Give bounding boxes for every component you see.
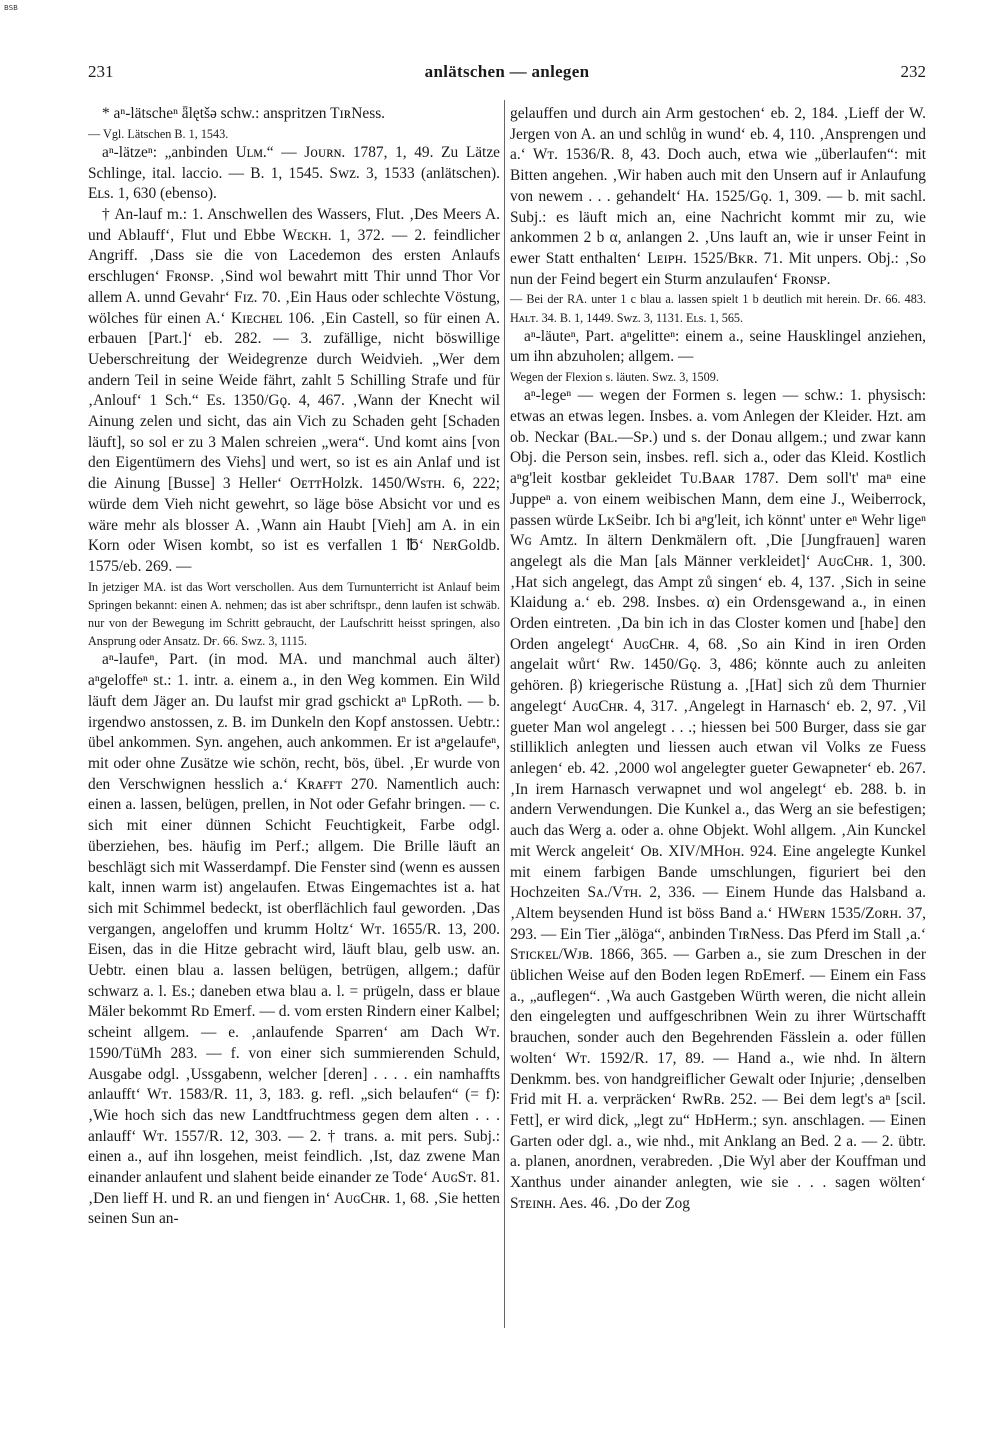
page-header (88, 62, 926, 86)
entry-anlaufen: aⁿ-laufeⁿ, Part. (in mod. MA. und manchmal auch älter) aⁿgeloffeⁿ st.: 1. intr. a. einem a., in den Weg kommen. Ein Wild läuft dem Jäger an. Du laufst mir grad gschickt aⁿ LpRoth. — b. irgendwo anstossen, z. B. im Dunkeln den Kopf anstossen. Uebtr.: übel ankommen. Syn. angehen, auch ankommen. Er ist aⁿgelaufeⁿ, mit oder ohne Zusätze wie schön, recht, bös, übel. ‚Er wurde von den Verschwignen hesslich a.‘ Kʀᴀғғᴛ 270. Namentlich auch: einen a. lassen, belügen, prellen, in Not oder Gefahr bringen. — c. sich mit einer dünnen Schicht Feuchtigkeit, Farbe odgl. überziehen, bes. häufig im Perf.; allgem. Die Brille läuft an beschlägt sich mit Wasserdampf. Die Fenster sind (wenn es aussen kalt, innen warm ist) angelaufen. Etwas Eingemachtes ist a. hat sich mit Schimmel bedeckt, ist oberflächlich faul geworden. ‚Das vergangen, angeloffen und krumm Holtz‘ Wᴛ. 1655/R. 13, 200. Eisen, das in die Hitze gebracht wird, läuft blau, gelb usw. an. Uebtr. einen blau a. lassen belügen, betrügen, allgem.; dafür schwarz a. l. Es.; daneben etwa blau a. l. = prügeln, dass er blaue Mäler bekommt Rᴅ Emerf. — d. vom ersten Rindern einer Kalbel; scheint allgem. — e. ‚anlaufende Sparren‘ am Dach Wᴛ. 1590/TüMh 283. — f. von einer sich summierenden Schuld, Ausgabe odgl. ‚Ussgabenn, welcher [deren] . . . . ein namhaffts anlaufft‘ Wᴛ. 1583/R. 11, 3, 183. g. refl. „sich belaufen“ (= f): ‚Wie hoch sich das new Landtfruchtmess gegen dem alten . . . anlauff‘ Wᴛ. 1557/R. 12, 303. — 2. † trans. a. mit pers. Subj.: einen a., auf ihn losgehen, meist feindlich. ‚Ist, daz zwene Man einander anlaufent und slahent beide einander ze Tode‘ AᴜɢSᴛ. 81. ‚Den lieff H. und R. an und fiengen in‘ AᴜɢCʜʀ. 1, 68. ‚Sie hetten seinen Sun an- (88, 651, 500, 1228)
entry-anlaufen-continued: gelauffen und durch ain Arm gestochen‘ eb. 2, 184. ‚Lieff der W. Jergen von A. an und schlůg in wund‘ eb. 4, 110. ‚Ansprengen und a.‘ Wᴛ. 1536/R. 8, 43. Doch auch, etwa wie „überlaufen“: mit Bitten angehen. ‚Wir haben auch mit den Unsern auf ir Anlaufung von newem . . . gehandelt‘ Hᴀ. 1525/Gǫ. 1, 309. — b. mit sachl. Subj.: es läuft mich an, eine Nachricht kommt mir zu, wie ankommen 2 b α, anlangen 2. ‚Uns lauft an, wie ir unser Feint in ewer Statt enthalten‘ Lᴇɪᴘʜ. 1525/Bᴋʀ. 71. Mit unpers. Obj.: ‚So nun der Feind begert ein Sturm anzulaufen‘ Fʀᴏɴsᴘ. (510, 105, 926, 288)
entry-anlaetschen: * aⁿ-lätscheⁿ ǟlętšə schw.: anspritzen TɪʀNess. (102, 105, 386, 122)
entry-anlegen: aⁿ-legeⁿ — wegen der Formen s. legen — schw.: 1. physisch: etwas an etwas legen. Insbes. a. vom Anlegen der Kleider. Hzt. am ob. Neckar (Bᴀʟ.—Sᴘ.) und s. der Donau allgem.; und zwar kann Obj. die Person sein, insbes. refl. sich a., oder das Kleid. Kostlich aⁿg'leit kostbar gekleidet Tᴜ.Bᴀᴀʀ 1787. Dem soll't' maⁿ eine Juppeⁿ a. von einem weibischen Mann, dem eine J., Weiberrock, passen würde LᴋSeibr. Ich bi aⁿg'leit, ich könnt' unter eⁿ Wehr ligeⁿ Wɢ Amtz. In ältern Denkmälern oft. ‚Die [Jungfrauen] waren angelegt als die Man [als Männer verkleidet]‘ AᴜɢCʜʀ. 1, 300. ‚Hat sich angelegt, das Ampt zů singen‘ eb. 4, 137. ‚Sich in seine Klaidung a.‘ eb. 298. Insbes. α) ein Ordensgewand a., in einen Orden eintreten. ‚Da bin ich in das Closter komen und [habe] den Orden angelegt‘ AᴜɢCʜʀ. 4, 68. ‚So ain Kind in iren Orden angelait wůrt‘ Rᴡ. 1450/Gǫ. 3, 486; könnte auch zu anleiten gehören. β) kriegerische Rüstung a. ‚[Hat] sich zů dem Thurnier angelegt‘ AᴜɢCʜʀ. 4, 317. ‚Angelegt in Harnasch‘ eb. 2, 97. ‚Vil gueter Man wol angelegt . . .; hiessen bei 500 Burger, dass sie gar stilliklich anlegten und liessen auch etwan vil Volks ze Fuess anlegen‘ eb. 42. ‚2000 wol angelegter gueter Gewapneter‘ eb. 267. ‚In irem Harnasch verwapnet und wol angelegt‘ eb. 288. b. in andern Verwendungen. Die Kunkel a., das Werg an sie befestigen; auch das Werg a. oder a. ohne Objekt. Wohl allgem. ‚Ain Kunckel mit Werck angeleit‘ Oʙ. XIV/MHᴏʜ. 924. Eine angelegte Kunkel mit einem farbigen Bande umschlungen, figuriert bei den Hochzeiten Sᴀ./Vᴛʜ. 2, 336. — Einem Hunde das Halsband a. ‚Altem beysenden Hund ist böss Band a.‘ HWᴇʀɴ 1535/Zᴏʀʜ. 37, 293. — Ein Tier „älöga“, anbinden TɪʀNess. Das Pferd im Stall ‚a.‘ Sᴛɪᴄᴋᴇʟ/Wᴊʙ. 1866, 365. — Garben a., sie zum Dreschen in der üblichen Weise auf den Boden legen RᴅEmerf. — Einem ein Fass a., „auflegen“. ‚Wa auch Gastgeben Würth weren, die nicht allein den eingelegten und auffgeschribnen Wein zu ihrer Würtschafft brauchen, sonder auch den Begehrenden Fässlein a. oder füllen wolten‘ Wᴛ. 1592/R. 17, 89. — Hand a., wie nhd. In ältern Denkmm. bes. von handgreiflicher Gewalt oder Injurie; ‚denselben Frid mit H. a. verpräcken‘ RᴡRʙ. 252. — Bei dem legt's aⁿ [scil. Fett], er wird dick, „legt zu“ HᴅHerm.; syn. anschlagen. — Einen Garten oder dgl. a., wie nhd., mit Anklang an Bed. 2 a. — 2. übtr. a. planen, anordnen, verabreden. ‚Die Wyl aber der Kouffman und Xanthus under ainander anlegten, wie sie . . . sagen wölten‘ Sᴛᴇɪɴʜ. Aes. 46. ‚Do der Zog (510, 387, 926, 1212)
entry-note: — Vgl. Lätschen B. 1, 1543. (88, 126, 229, 141)
library-stamp: BSB (4, 4, 18, 12)
entry-anlaeuten: aⁿ-läuteⁿ, Part. aⁿgelitteⁿ: einem a., seine Hausklingel anziehen, um ihn abzuholen; allgem. — (510, 327, 926, 366)
entry-anlaetzen: aⁿ-lätzeⁿ: „anbinden Uʟᴍ.“ — Jᴏᴜʀɴ. 1787, 1, 49. Zu Lätze Schlinge, ital. laccio. — B. 1, 1545. Swz. 3, 1533 (anlätschen). Eʟs. 1, 630 (ebenso). (88, 143, 500, 203)
page-number-left: 231 (88, 62, 114, 81)
entry-note: In jetziger MA. ist das Wort verschollen. Aus dem Turnunterricht ist Anlauf beim Springen bekannt: einen A. nehmen; das ist aber schriftspr., denn laufen ist schwäb. nur von der Bewegung im Schritt gebraucht, der Laufschritt heisst springen, also Ansprung oder Ansatz. Dғ. 66. Swz. 3, 1115. (88, 579, 500, 649)
entry-note: — Bei der RA. unter 1 c blau a. lassen spielt 1 b deutlich mit herein. Dғ. 66. 483. Hᴀʟᴛ. 34. B. 1, 1449. Swz. 3, 1131. Eʟs. 1, 565. (510, 292, 926, 325)
entry-note: Wegen der Flexion s. läuten. Swz. 3, 1509. (510, 370, 719, 385)
running-title: anlätschen — anlegen (424, 62, 590, 81)
left-column (88, 104, 500, 1230)
right-column (510, 104, 926, 1214)
entry-anlauf: † An-lauf m.: 1. Anschwellen des Wassers, Flut. ‚Des Meers A. und Ablauff‘, Flut und Ebbe Wᴇᴄᴋʜ. 1, 372. — 2. feindlicher Angriff. ‚Dass sie die von Lacedemon des ersten Anlaufs erschlugen‘ Fʀᴏɴsᴘ. ‚Sind wol bewahrt mitt Thir unnd Thor Vor allem A. unnd Gevahr‘ Fɪᴢ. 70. ‚Ein Haus oder schlechte Vöstung, wölches für einen A.‘ Kɪᴇᴄʜᴇʟ 106. ‚Ein Castell, so für einen A. erbauen [Part.]‘ eb. 282. — 3. zufällige, nicht böswillige Ueberschreitung der Weidegrenze durch Weidvieh. „Wer dem andern Teil in seine Weide fährt, zahlt 5 Schilling Strafe und für ‚Anlouf‘ 1 Sch.“ Es. 1350/Gǫ. 4, 467. ‚Wann der Knecht wil Ainung zelen und sicht, das ain Vich zu Schaden geht [Schaden läuft], so sol er zu 3 Malen schreien „wera“. Und komt ains [von den Eigentümern des Viehs] und wert, so ist es ain Anlaf und ist die Ainung [Busse] 3 Heller‘ OᴇᴛᴛHolzk. 1450/Wsᴛʜ. 6, 222; würde dem Vieh nicht gewehrt, so läge böse Absicht vor und es wäre mehr als blosser A. ‚Wann ain Haubt [Vieh] am A. in ein Korn oder Wisen kombt, so ist es verfallen 1 ℔‘ NᴇʀGoldb. 1575/eb. 269. — (88, 206, 500, 575)
column-divider (504, 100, 505, 1328)
page-number-right: 232 (900, 62, 926, 81)
